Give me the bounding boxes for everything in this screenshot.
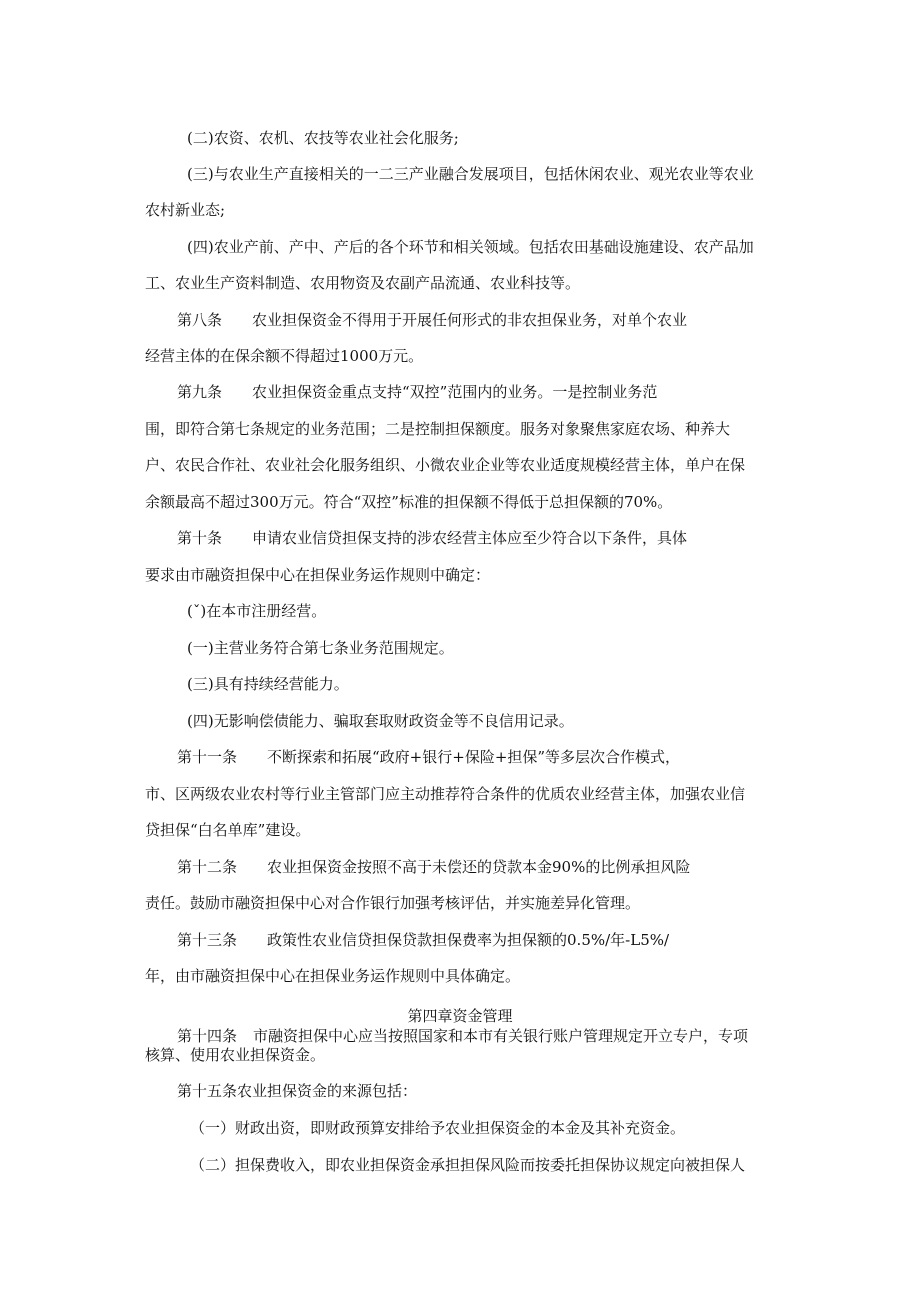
- item-2-agri-services: (二)农资、农机、农技等农业社会化服务;: [187, 129, 459, 147]
- article-14-label: 第十四条: [177, 1027, 238, 1045]
- item-4-line1: (四)农业产前、产中、产后的各个环节和相关领域。包括农田基础设施建设、农产品加: [187, 238, 754, 256]
- article-8-cont: 经营主体的在保余额不得超过1000万元。: [145, 347, 424, 365]
- article-14: [177, 1027, 748, 1045]
- article-10-cont: 要求由市融资担保中心在担保业务运作规则中确定：: [145, 566, 491, 584]
- item-4-line2: 工、农业生产资料制造、农用物资及农副产品流通、农业科技等。: [145, 274, 581, 292]
- article-9-label: 第九条: [177, 383, 223, 401]
- article-12-cont: 责任。鼓励市融资担保中心对合作银行加强考核评估，并实施差异化管理。: [145, 894, 641, 912]
- item-3-line1: (三)与农业生产直接相关的一二三产业融合发展项目，包括休闲农业、观光农业等农业: [187, 165, 754, 183]
- article-11-text: 不断探索和拓展“政府+银行+保险+担保”等多层次合作模式，: [267, 748, 681, 766]
- article-8-label: 第八条: [177, 311, 223, 329]
- article-13-text: 政策性农业信贷担保贷款担保费率为担保额的0.5%/年-L5%/: [267, 931, 670, 949]
- article-13-cont: 年，由市融资担保中心在担保业务运作规则中具体确定。: [145, 967, 521, 985]
- article-11-cont-1: 市、区两级农业农村等行业主管部门应主动推荐符合条件的优质农业经营主体，加强农业信: [145, 785, 746, 803]
- article-14-cont: 核算、使用农业担保资金。: [145, 1046, 326, 1064]
- article-10-item-4: (四)无影响偿债能力、骗取套取财政资金等不良信用记录。: [187, 712, 574, 730]
- article-9-cont-2: 户、农民合作社、农业社会化服务组织、小微农业企业等农业适度规模经营主体，单户在保: [145, 456, 746, 474]
- article-9-cont-1: 围，即符合第七条规定的业务范围；二是控制担保额度。服务对象聚焦家庭农场、种养大: [145, 420, 731, 438]
- article-11-cont-2: 贷担保“白名单库”建设。: [145, 821, 311, 839]
- article-14-text: 市融资担保中心应当按照国家和本市有关银行账户管理规定开立专户，专项: [253, 1027, 749, 1045]
- article-9-cont-3: 余额最高不超过300万元。符合“双控”标准的担保额不得低于总担保额的70%。: [145, 493, 673, 511]
- article-10-text: 申请农业信贷担保支持的涉农经营主体应至少符合以下条件，具体: [252, 529, 688, 547]
- article-15: 第十五条农业担保资金的来源包括：: [177, 1082, 418, 1100]
- article-12-text: 农业担保资金按照不高于未偿还的贷款本金90%的比例承担风险: [267, 858, 691, 876]
- article-8-text: 农业担保资金不得用于开展任何形式的非农担保业务，对单个农业: [252, 311, 688, 329]
- article-12: [177, 858, 690, 876]
- item-3-line2: 农村新业态;: [145, 201, 226, 219]
- article-10-item-3: (三)具有持续经营能力。: [187, 675, 349, 693]
- article-9: [177, 383, 657, 401]
- article-10-item-2: (一)主营业务符合第七条业务范围规定。: [187, 639, 454, 657]
- chapter-4-heading: 第四章资金管理: [407, 1007, 513, 1025]
- article-15-item-1: （一）财政出资，即财政预算安排给予农业担保资金的本金及其补充资金。: [190, 1119, 686, 1137]
- article-11-label: 第十一条: [177, 748, 238, 766]
- article-10-item-1: (ˇ)在本市注册经营。: [187, 602, 327, 620]
- article-15-item-2: （二）担保费收入，即农业担保资金承担担保风险而按委托担保协议规定向被担保人: [190, 1156, 746, 1174]
- article-12-label: 第十二条: [177, 858, 238, 876]
- article-8: [177, 311, 687, 329]
- article-10-label: 第十条: [177, 529, 223, 547]
- article-9-text: 农业担保资金重点支持“双控”范围内的业务。一是控制业务范: [252, 383, 658, 401]
- article-10: [177, 529, 687, 547]
- article-13-label: 第十三条: [177, 931, 238, 949]
- article-13: [177, 931, 669, 949]
- article-11: [177, 748, 680, 766]
